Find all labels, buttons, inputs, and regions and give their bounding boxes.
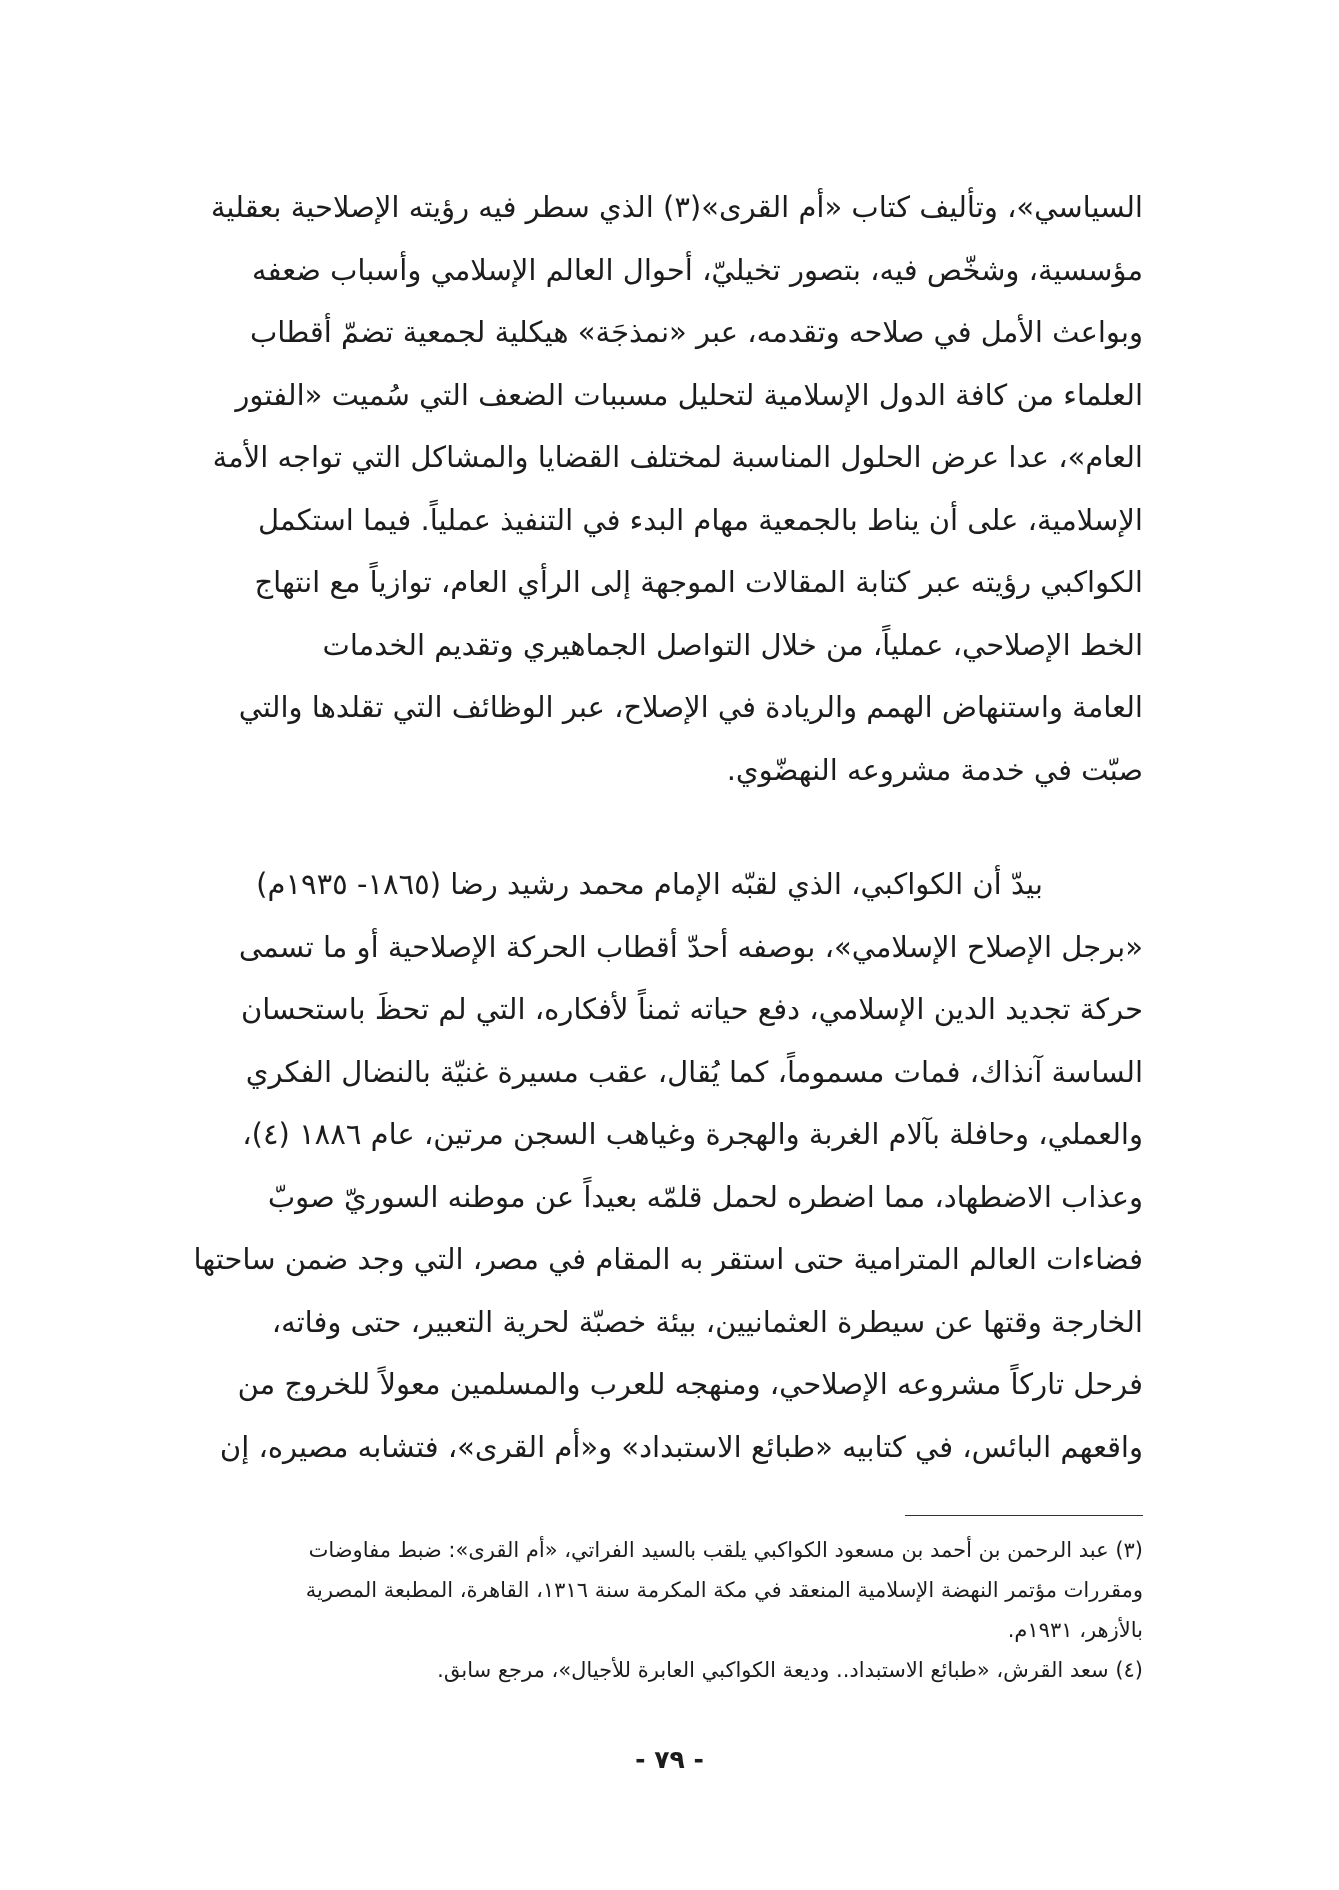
text-line: العلماء من كافة الدول الإسلامية لتحليل مسببات الضعف التي سُميت «الفتور — [235, 377, 1143, 412]
text-line: فرحل تاركاً مشروعه الإصلاحي، ومنهجه للعرب والمسلمين معولاً للخروج من — [237, 1367, 1143, 1401]
main-text — [193, 176, 1143, 1478]
text-line: «برجل الإصلاح الإسلامي»، بوصفه أحدّ أقطاب الحركة الإصلاحية أو ما تسمى — [238, 929, 1143, 964]
footnote-line: (٣) عبد الرحمن بن أحمد بن مسعود الكواكبي يلقب بالسيد الفراتي، «أم القرى»: ضبط مفاوضات — [308, 1538, 1143, 1562]
text-line: العام»، عدا عرض الحلول المناسبة لمختلف القضايا والمشاكل التي تواجه الأمة — [212, 440, 1143, 474]
footnote-line: ومقررات مؤتمر النهضة الإسلامية المنعقد في مكة المكرمة سنة ١٣١٦، القاهرة، المطبعة المصرية — [305, 1578, 1143, 1602]
footnote-3 — [200, 1530, 1143, 1650]
text-line: السياسي»، وتأليف كتاب «أم القرى»(٣) الذي سطر فيه رؤيته الإصلاحية بعقلية — [210, 190, 1143, 224]
footnote-line: بالأزهر، ١٩٣١م. — [1007, 1618, 1143, 1642]
text-line: والعملي، وحافلة بآلام الغربة والهجرة وغياهب السجن مرتين، عام ١٨٨٦ (٤)، — [242, 1117, 1143, 1151]
text-line: الساسة آنذاك، فمات مسموماً، كما يُقال، عقب مسيرة غنيّة بالنضال الفكري — [245, 1054, 1143, 1089]
text-line: الإسلامية، على أن يناط بالجمعية مهام البدء في التنفيذ عملياً. فيما استكمل — [257, 502, 1143, 537]
footnote-line: (٤) سعد القرش، «طبائع الاستبداد.. وديعة الكواكبي العابرة للأجيال»، مرجع سابق. — [437, 1658, 1143, 1682]
text-line: وبواعث الأمل في صلاحه وتقدمه، عبر «نمذجَة» هيكلية لجمعية تضمّ أقطاب — [249, 315, 1143, 349]
footnote-divider — [905, 1515, 1143, 1516]
text-line: الخط الإصلاحي، عملياً، من خلال التواصل الجماهيري وتقديم الخدمات — [322, 627, 1143, 662]
text-line: صبّت في خدمة مشروعه النهضّوي. — [726, 752, 1143, 787]
footnote-4 — [200, 1650, 1143, 1690]
text-line: العامة واستنهاض الهمم والريادة في الإصلاح، عبر الوظائف التي تقلدها والتي — [238, 690, 1143, 724]
page-number: - ٧٩ - — [635, 1745, 704, 1774]
text-line: الخارجة وقتها عن سيطرة العثمانيين، بيئة خصبّة لحرية التعبير، حتى وفاته، — [271, 1304, 1143, 1339]
paragraph-2 — [193, 853, 1143, 1478]
text-line: فضاءات العالم المترامية حتى استقر به المقام في مصر، التي وجد ضمن ساحتها — [193, 1242, 1143, 1276]
text-line: الكواكبي رؤيته عبر كتابة المقالات الموجهة إلى الرأي العام، توازياً مع انتهاج — [254, 565, 1143, 599]
text-line: بيدّ أن الكواكبي، الذي لقبّه الإمام محمد رشيد رضا (١٨٦٥- ١٩٣٥م) — [256, 867, 1043, 901]
footnotes — [200, 1530, 1143, 1690]
text-line: واقعهم البائس، في كتابيه «طبائع الاستبداد» و«أم القرى»، فتشابه مصيره، إن — [219, 1429, 1143, 1464]
paragraph-1 — [200, 176, 1143, 801]
text-line: مؤسسية، وشخّص فيه، بتصور تخيليّ، أحوال العالم الإسلامي وأسباب ضعفه — [252, 252, 1143, 287]
text-line: وعذاب الاضطهاد، مما اضطره لحمل قلمّه بعيداً عن موطنه السوريّ صوبّ — [267, 1179, 1143, 1214]
text-line: حركة تجديد الدين الإسلامي، دفع حياته ثمناً لأفكاره، التي لم تحظَ باستحسان — [240, 992, 1143, 1026]
